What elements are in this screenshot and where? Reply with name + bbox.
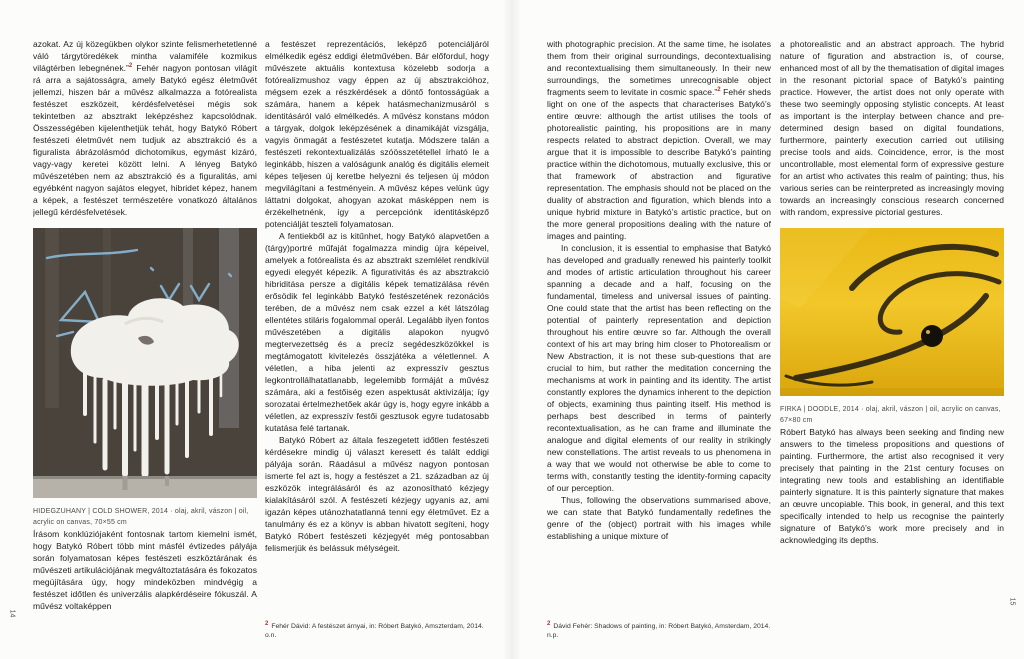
- paragraph-hu-1: [33, 38, 257, 218]
- left-page-column-1: [33, 38, 257, 642]
- footnote-hu: [265, 622, 489, 642]
- right-page-column-2: [780, 38, 1004, 642]
- paragraph-text: with photographic precision. At the same time, he isolates them from their original surroundings, decontextualising and recontextualising them simultaneously. In their new surroundings, the sometimes unrecognisable object fragments seem to levitate in cosmic space.”: [547, 39, 771, 97]
- bottom-gray-band: [33, 476, 257, 498]
- paragraph-text: azokat. Az új közegükben olykor szinte felismerhetetlenné váló tárgytöredékek mintha valamiféle kozmikus világtérben lebegnének.”: [33, 39, 257, 73]
- footnote-text: Dávid Fehér: Shadows of painting, in: Róbert Batykó, Amsterdam, 2014. n.p.: [547, 623, 771, 639]
- footnote-number: 2: [547, 620, 551, 627]
- paragraph-text: Fehér nagyon pontosan világít rá arra a sajátosságra, amely Batykó egész életművét jellemzi, hiszen bár a művész alkalmazza a fotórealista festészet eszközeit, kérdésfelvetései mégis sok tekintetben az absztrakt leképzéshez kapcsolódnak. Összességében kijelenthetjük tehát, hogy Batykó Róbert festészeti életművét nem tudjuk az absztrakció és a figuralista ábrázolásmód dichotomikus, egymást kizáró, vagy-vagy keretei között lelni. A lényeg Batykó művészetében nem az absztrakció és a figuralitás, ami egyébként nagyon sajátos elegyet, hibridet képez, hanem a képek, a festészet természetére vonatkozó általános jellegű kérdésfelvetések.: [33, 63, 257, 217]
- paragraph-hu-2: Írásom konklúziójaként fontosnak tartom kiemelni ismét, hogy Batykó Róbert több mint másfél évtizedes pályája során folyamatosan képes festészeti eszköztárának és művészeti artikulációjának megváltoztatására és fokozatos megújítására úgy, hogy mindeközben mindvégig a festészet időtlen és univerzális alapkérdéseire fókuszál. A művész voltaképpen: [33, 529, 257, 611]
- artwork-caption-cold-shower: HIDEGZUHANY | COLD SHOWER, 2014 · olaj, akril, vászon | oil, acrylic on canvas, 70×55 cm: [33, 508, 249, 526]
- paragraph-en-4: a photorealistic and an abstract approach. The hybrid nature of figuration and abstraction is, of course, enhanced most of all by the thematisation of digital images in the resonant pictorial space of Batykó’s painting practice. However, the artist does not only operate with these two seemingly opposing stylistic concepts. At least as important is the interplay between chance and pre-determined design based on digital foundations, furthermore, painterly execution carried out utilising precise tools and aids. Coincidence, error, is the most uncontrollable, most elemental form of expressive gesture for an artist who activates this realm of painting; thus, his various series can be reinterpreted as increasingly moving towards an increasingly conscious research concerned with random, expressive pictorial gestures.: [780, 39, 1004, 217]
- paragraph-en-5: Róbert Batykó has always been seeking and finding new answers to the timeless propositions and questions of painting. Furthermore, the artist also recognised it very precisely that painting in the 21st century focuses on integrating new tools and establishing an identifiable painterly signature. It is this painterly signature that makes an œuvre uncopiable. This book, in general, and this text specifically intended to help us recognise the painterly signature of Batykó’s work more precisely and in acknowledging its depths.: [780, 427, 1004, 545]
- footnote-number: 2: [265, 620, 269, 627]
- page-number-right: 15: [1008, 597, 1016, 606]
- paragraph-hu-4: A fentiekből az is kitűnhet, hogy Batykó alapvetően a (tárgy)portré műfaját fogalmazza mindig újra képeivel, amelyek a fotórealista és az absztrakt szemlélet rendkívül egyedi elegyét képezik. A figurativitás és az absztrakció hibriditása persze a digitális képek tematizálása révén erősödik fel leginkább Batykó festészetének rezonációs terében, de a művész nem csak ezzel a két látszólag ellentétes stiláris fogalommal operál. Legalább ilyen fontos művészetében a digitális alapokon nyugvó megtervezettség és a precíz segédeszközökkel is megtámogatott kivitelezés összjátéka a véletlennel. A véletlen, a hiba jelenti az expresszív gesztus legkontrollálhatatlanabb, legelemibb formáját a művész számára, aki a festőiség ezen aspektusát aktivizálja; így sorozatai értelmezhetőek akár úgy is, hogy egyre inkább a véletlen, az expresszív festői gesztusok egyre tudatosabb kutatása felé tartanak.: [265, 231, 489, 433]
- footnote-en: [547, 622, 771, 642]
- paragraph-hu-5: Batykó Róbert az általa feszegetett időtlen festészeti kérdésekre mindig új választ keresett és talált eddigi pályája során. Ráadásul a művész nagyon pontosan ismerte fel azt is, hogy a festészet a 21. században az új eszközök integrálásáról és az azonosítható kézjegy kialakításáról szól. A festészeti kézjegy ugyanis az, ami igazán képes utánozhatatlanná tenni egy életművet. Ez a tanulmány és ez a könyv is abban hivatott segíteni, hogy Batykó Róbert festészeti kézjegyét még pontosabban felismerjük és belássuk mélységeit.: [265, 435, 489, 553]
- black-dot: [921, 325, 943, 347]
- paragraph-text: Fehér sheds light on one of the aspects that characterises Batykó’s entire œuvre: although the artist utilises the tools of photorealistic painting, his propositions are in many respects related to abstract depiction. Overall, we may argue that it is impossible to describe Batykó’s painting practice within the dichotomous, mutually exclusive, this or that framework of abstraction and figurative representation. The emphasis should not be placed on the duality of abstraction and figuration, which blends into a unique hybrid mixture in Batykó’s artistic practice, but on the more general propositions dealing with the nature of images and painting.: [547, 87, 771, 241]
- footnote-text: Fehér Dávid: A festészet árnyai, in: Róbert Batykó, Amszterdam, 2014. o.n.: [265, 623, 484, 639]
- page-number-left: 14: [8, 609, 16, 618]
- artwork-caption-doodle: FIRKA | DOODLE, 2014 · olaj, akril, vászon | oil, acrylic on canvas, 67×80 cm: [780, 406, 1001, 424]
- paragraph-en-1: [547, 38, 771, 242]
- cold-shower-artwork-image: [33, 228, 257, 498]
- footnote-reference: 2: [128, 63, 133, 70]
- right-page-column-1: [547, 38, 771, 642]
- page-gutter-shadow: [503, 0, 521, 659]
- left-page-column-2: [265, 38, 489, 642]
- paragraph-en-2: In conclusion, it is essential to emphasise that Batykó has developed and gradually renewed his painterly toolkit and modes of artistic articulation throughout his career spanning a decade and a half, focusing on the fundamental, timeless and universal issues of painting. One could state that the artist has been reflecting on the potential of painterly representation and depiction throughout his entire œuvre so far. Although the overall context of his art may bring him closer to Photorealism or New Abstraction, it is not these sub-questions that are crucial to him, but rather the meditation concerning the mechanisms at work in painting and its identity. The artist constantly explores the dynamics inherent to the depiction of objects, examining thus painting itself. His method is perhaps best described in terms of painterly recontextualisation, as he can frame and illuminate the analogue and digital elements of our reality in strikingly new constellations. The artist reveals to us phenomena in a way that we would not otherwise be able to come to terms with, constantly testing the identity-forming capacity of our perception.: [547, 243, 771, 493]
- footnote-reference: 2: [717, 87, 721, 94]
- doodle-artwork-image: [780, 228, 1004, 396]
- paragraph-hu-3: a festészet reprezentációs, leképző potenciáljáról elmélkedik egész eddigi életművében. Bár előfordul, hogy művészete aktuális kontextusa közelebb sodorja a fotórealizmushoz vagy éppen az új absztrakcióhoz, mégsem ezek a részkérdések a döntő fontosságúak a számára, hanem a képek hatásmechanizmusáról s identitásáról való elmélkedés. A művész konstans módon a tárgyak, dolgok leképzésének a dinamikáját vizsgálja, vagyis önmagát a festészetet kutatja. Módszere talán a festészeti rekontextualizálás szóösszetétellel írható le a leginkább, hiszen a valóságunk analóg és digitális elemeit képes teljesen új keretbe helyezni és teljesen új módon megvilágítani a festményein. A művész képes velünk úgy láttatni dolgokat, ahogyan azokat másképpen nem is érzékelhetnénk, így a percepciónk identitásképző potenciálját teszteli folyamatosan.: [265, 39, 489, 229]
- paragraph-en-3: Thus, following the observations summarised above, we can state that Batykó fundamentally redefines the genre of the (object) portrait with his images while establishing a unique mixture of: [547, 495, 771, 541]
